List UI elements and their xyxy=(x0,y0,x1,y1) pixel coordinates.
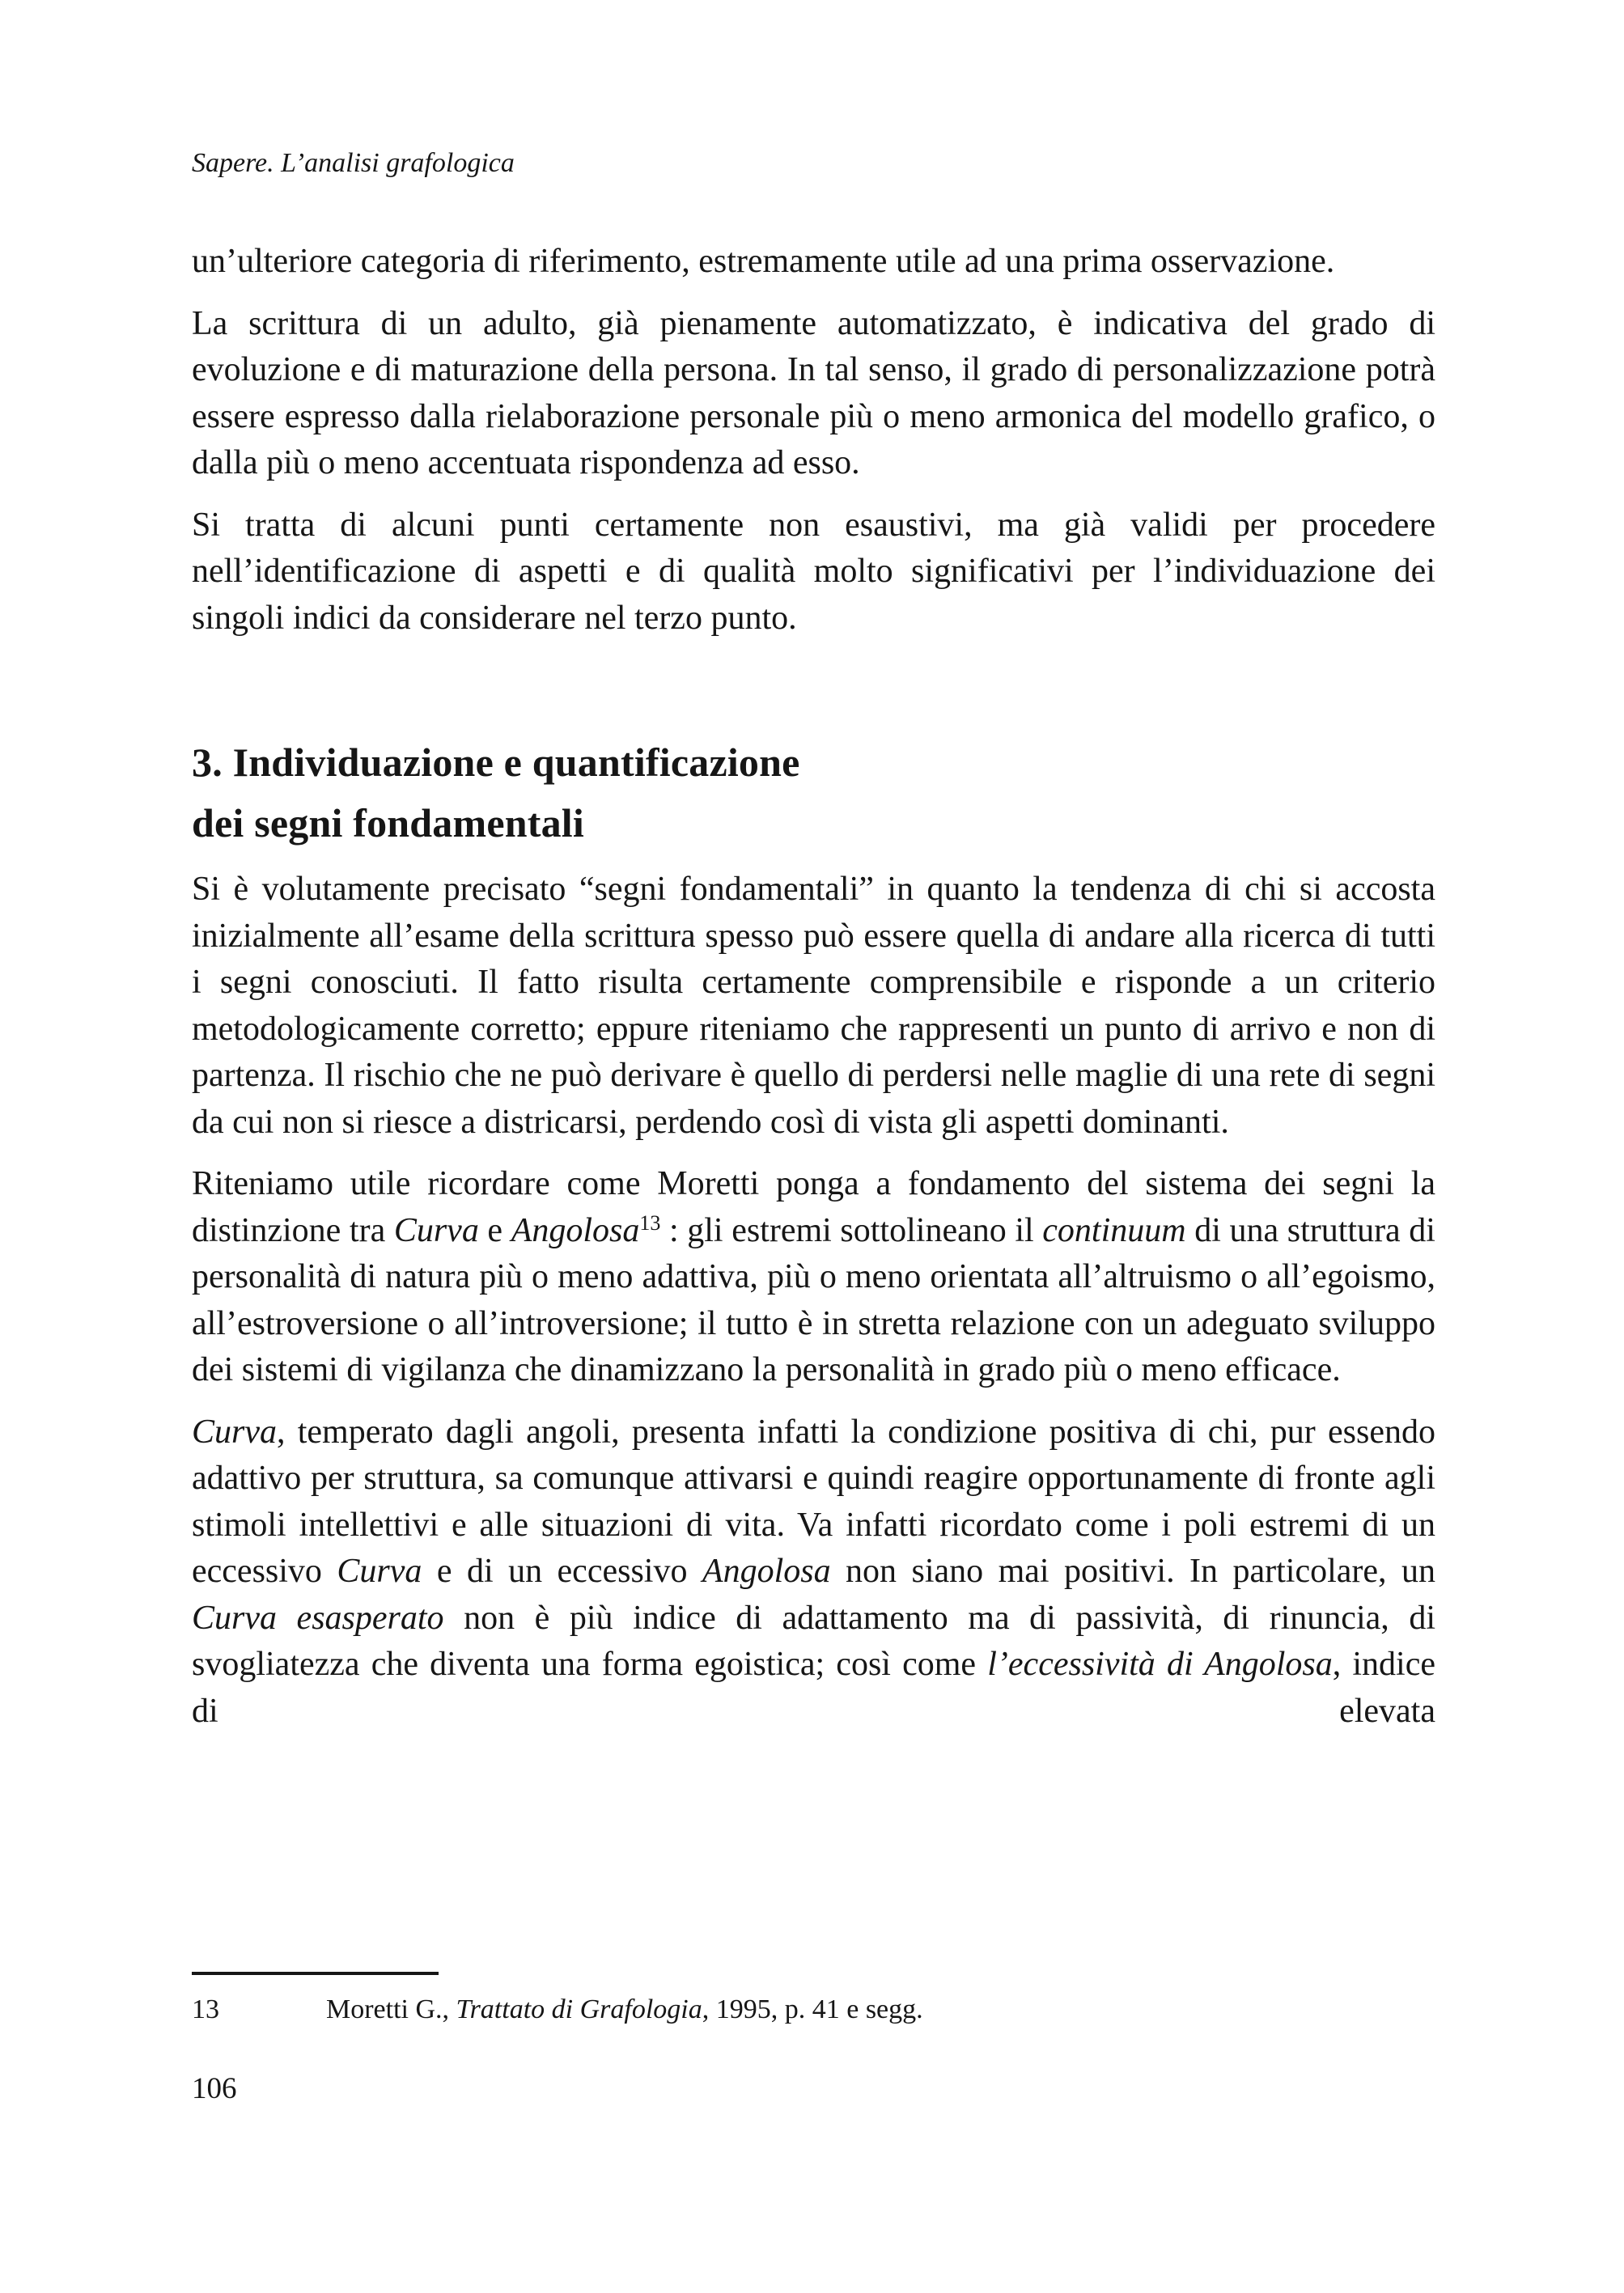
section-heading-line: dei segni fondamentali xyxy=(192,800,584,846)
paragraph xyxy=(192,239,1435,286)
paragraph xyxy=(192,1409,1435,1736)
text-run: Riteniamo utile ricordare come Moretti ponga a fondamento del sistema dei segni la distinzione tra xyxy=(192,1165,1435,1249)
text-run: Si è volutamente precisato “segni fondamentali” in quanto la tendenza di chi si accosta inizialmente all’esame della scrittura spesso può essere quella di andare alla ricerca di tutti i segni conosciuti. Il fatto risulta certamente comprensibile e risponde a un criterio metodologicamente corretto; eppure riteniamo che rappresenti un punto di arrivo e non di partenza. Il rischio che ne può derivare è quello di perdersi nelle maglie di una rete di segni da cui non si riesce a districarsi, perdendo così di vista gli aspetti dominanti. xyxy=(192,871,1435,1141)
footnote-separator-rule xyxy=(192,1972,439,1975)
text-run: La scrittura di un adulto, già pienamente automatizzato, è indicativa del grado di evoluzione e di maturazione della persona. In tal senso, il grado di personalizzazione potrà essere espresso dalla rielaborazione personale più o meno armonica del modello grafico, o dalla più o meno accentuata rispondenza ad esso. xyxy=(192,304,1435,481)
footnote-number: 13 xyxy=(192,1994,219,2024)
text-run: non siano mai positivi. In particolare, un xyxy=(830,1553,1435,1590)
paragraph xyxy=(192,301,1435,487)
section-heading xyxy=(192,732,1435,854)
text-run: Angolosa xyxy=(702,1553,831,1590)
page-number: 106 xyxy=(192,2072,237,2105)
footnote-text xyxy=(326,1994,923,2024)
text-run: Curva xyxy=(192,1413,277,1451)
text-run: , 1995, p. 41 e segg. xyxy=(702,1994,923,2024)
text-run: Trattato di Grafologia xyxy=(456,1994,702,2024)
text-run: di una struttura di personalità di natura più o meno adattiva, più o meno orientata all’altruismo o all’egoismo, all’estroversione o all’introversione; il tutto è in stretta relazione con un adeguato sviluppo dei sistemi di vigilanza che dinamizzano la personalità in grado più o meno efficace. xyxy=(192,1211,1435,1388)
paragraph xyxy=(192,1161,1435,1394)
text-run: Moretti G., xyxy=(326,1994,456,2024)
text-run: l’eccessività di Angolosa xyxy=(987,1646,1333,1683)
footnote-reference: 13 xyxy=(639,1210,661,1235)
running-header: Sapere. L’analisi grafologica xyxy=(192,148,515,178)
text-run: Si tratta di alcuni punti certamente non esaustivi, ma già validi per procedere nell’identificazione di aspetti e di qualità molto significativi per l’individuazione dei singoli indici da considerare nel terzo punto. xyxy=(192,506,1435,637)
section-heading-line: 3. Individuazione e quantificazione xyxy=(192,740,800,785)
footnote xyxy=(192,1993,1435,2027)
text-run: non è più indice di adattamento ma di passività, di rinuncia, di svogliatezza che diventa una forma egoistica; così come xyxy=(192,1599,1435,1683)
paragraph xyxy=(192,867,1435,1146)
paragraph xyxy=(192,502,1435,642)
footnote-area xyxy=(192,1972,1435,2027)
text-run: , indice di elevata xyxy=(192,1646,1436,1730)
text-run: Curva esasperato xyxy=(192,1599,444,1637)
text-run: continuum xyxy=(1042,1211,1186,1249)
text-run: e xyxy=(478,1211,511,1249)
text-run: un’ulteriore categoria di riferimento, estremamente utile ad una prima osservazione. xyxy=(192,243,1335,280)
text-run: Curva xyxy=(337,1553,422,1590)
text-run: : gli estremi sottolineano il xyxy=(660,1211,1043,1249)
body-text-column xyxy=(192,239,1435,1750)
text-run: Curva xyxy=(393,1211,479,1249)
text-run: Angolosa xyxy=(511,1211,640,1249)
text-run: e di un eccessivo xyxy=(422,1553,702,1590)
text-run: , temperato dagli angoli, presenta infatti la condizione positiva di chi, pur essendo adattivo per struttura, sa comunque attivarsi e quindi reagire opportunamente di fronte agli stimoli intellettivi e alle situazioni di vita. Va infatti ricordato come i poli estremi di un eccessivo xyxy=(192,1413,1435,1590)
